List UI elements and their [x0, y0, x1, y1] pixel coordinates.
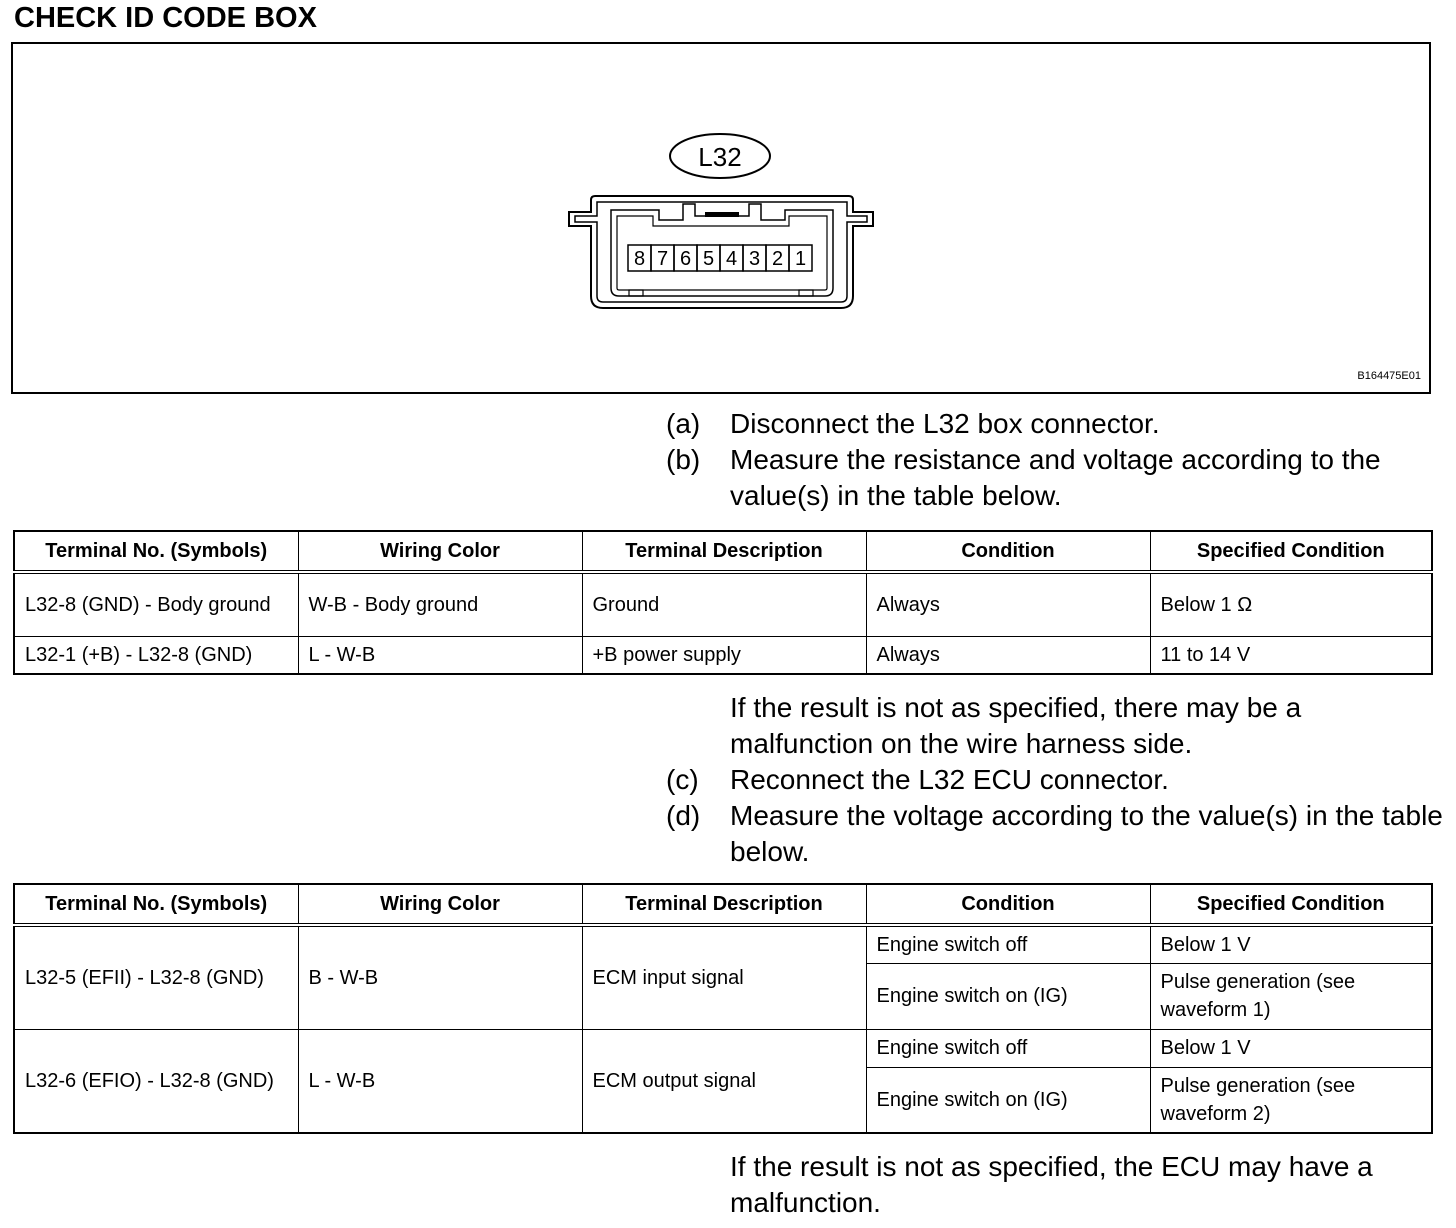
cell-condition: Engine switch on (IG) [866, 1067, 1150, 1133]
cell-terminal: L32-5 (EFII) - L32-8 (GND) [14, 925, 298, 1029]
page-title: CHECK ID CODE BOX [14, 2, 317, 34]
cell-description: Ground [582, 572, 866, 636]
col-header-wiring: Wiring Color [298, 531, 582, 572]
table-header-row [14, 884, 1432, 925]
table-row [14, 925, 1432, 963]
cell-description: ECM output signal [582, 1029, 866, 1133]
col-header-terminal: Terminal No. (Symbols) [14, 884, 298, 925]
col-header-condition: Condition [866, 531, 1150, 572]
cell-terminal: L32-1 (+B) - L32-8 (GND) [14, 636, 298, 674]
figure-id: B164475E01 [1357, 370, 1421, 382]
step-text: Measure the resistance and voltage according to the value(s) in the table below. [730, 444, 1381, 511]
table-row [14, 572, 1432, 636]
note-2: If the result is not as specified, the ECU may have a malfunction. [730, 1151, 1373, 1218]
step-c [666, 762, 1446, 798]
steps-a [666, 406, 1446, 514]
step-text: Measure the voltage according to the value(s) in the table below. [730, 800, 1443, 867]
pin-number: 2 [771, 248, 784, 270]
note-2-block [666, 1149, 1446, 1221]
pin-number: 8 [633, 248, 646, 270]
connector-pins [628, 245, 812, 271]
step-d [666, 798, 1446, 870]
connector-figure [11, 42, 1431, 394]
cell-wiring: L - W-B [298, 1029, 582, 1133]
col-header-description: Terminal Description [582, 531, 866, 572]
cell-description: +B power supply [582, 636, 866, 674]
cell-spec: Pulse generation (see waveform 1) [1150, 963, 1432, 1029]
spec-table-2 [13, 883, 1433, 1134]
connector-tab-left [629, 290, 643, 296]
step-label: (d) [666, 800, 701, 831]
pin-number: 3 [748, 248, 761, 270]
cell-spec: Pulse generation (see waveform 2) [1150, 1067, 1432, 1133]
pin-number: 5 [702, 248, 715, 270]
col-header-spec: Specified Condition [1150, 884, 1432, 925]
col-header-terminal: Terminal No. (Symbols) [14, 531, 298, 572]
cell-wiring: B - W-B [298, 925, 582, 1029]
connector-diagram [13, 44, 1429, 392]
col-header-condition: Condition [866, 884, 1150, 925]
step-label: (a) [666, 408, 701, 439]
cell-terminal: L32-8 (GND) - Body ground [14, 572, 298, 636]
table-row [14, 1029, 1432, 1067]
pin-number: 6 [679, 248, 692, 270]
pin-number: 1 [794, 248, 807, 270]
connector-label: L32 [698, 142, 742, 172]
step-text: Reconnect the L32 ECU connector. [730, 764, 1169, 795]
cell-spec: Below 1 V [1150, 1029, 1432, 1067]
pin-number: 4 [725, 248, 738, 270]
table-header-row [14, 531, 1432, 572]
step-a [666, 406, 1446, 442]
cell-wiring: L - W-B [298, 636, 582, 674]
cell-condition: Engine switch off [866, 1029, 1150, 1067]
pin-number: 7 [656, 248, 669, 270]
table-row [14, 636, 1432, 674]
cell-spec: 11 to 14 V [1150, 636, 1432, 674]
col-header-wiring: Wiring Color [298, 884, 582, 925]
cell-condition: Engine switch off [866, 925, 1150, 963]
step-b [666, 442, 1446, 514]
step-text: Disconnect the L32 box connector. [730, 408, 1160, 439]
steps-b [666, 690, 1446, 870]
note-1: If the result is not as specified, there may be a malfunction on the wire harness side. [730, 692, 1302, 759]
cell-condition: Engine switch on (IG) [866, 963, 1150, 1029]
spec-table-1 [13, 530, 1433, 675]
connector-tab-right [799, 290, 813, 296]
cell-condition: Always [866, 636, 1150, 674]
cell-terminal: L32-6 (EFIO) - L32-8 (GND) [14, 1029, 298, 1133]
cell-condition: Always [866, 572, 1150, 636]
cell-spec: Below 1 V [1150, 925, 1432, 963]
cell-description: ECM input signal [582, 925, 866, 1029]
step-label: (b) [666, 444, 701, 475]
step-label: (c) [666, 764, 699, 795]
col-header-spec: Specified Condition [1150, 531, 1432, 572]
col-header-description: Terminal Description [582, 884, 866, 925]
connector-key [705, 212, 739, 217]
cell-wiring: W-B - Body ground [298, 572, 582, 636]
cell-spec: Below 1 Ω [1150, 572, 1432, 636]
